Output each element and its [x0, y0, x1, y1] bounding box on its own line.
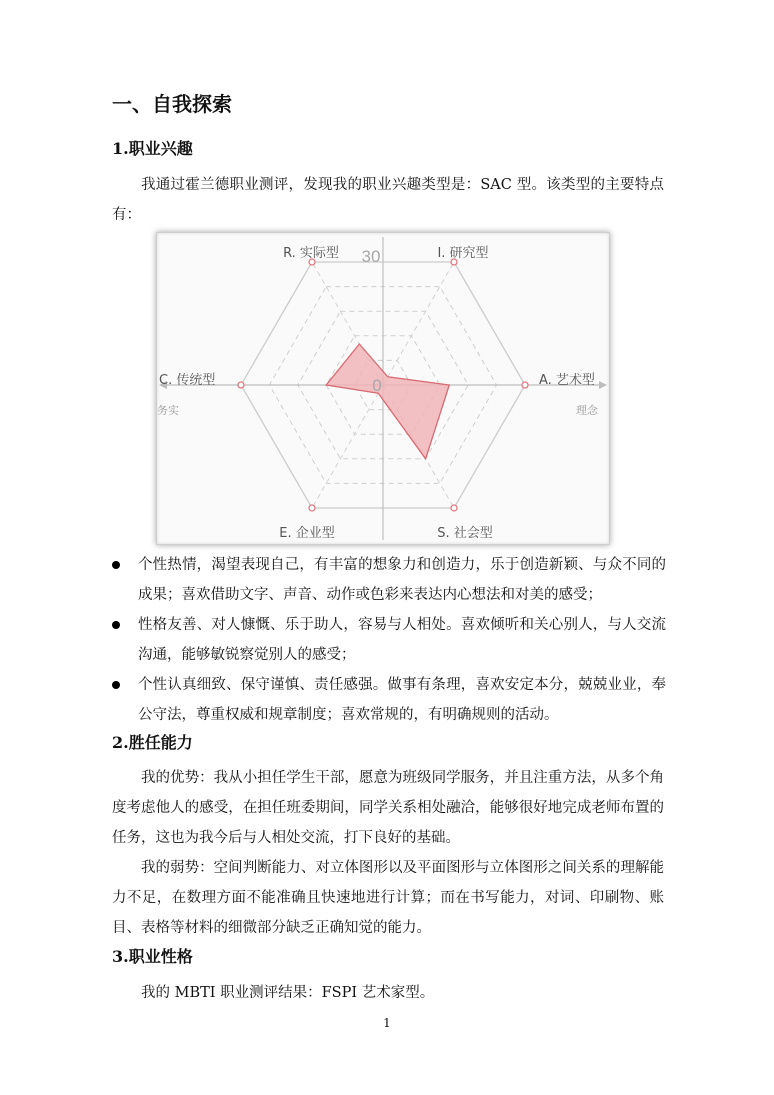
page-number: 1	[383, 1016, 391, 1030]
radar-vertex-marker	[451, 505, 457, 511]
interest-intro: 我通过霍兰德职业测评，发现我的职业兴趣类型是：SAC 型。该类型的主要特点有：	[112, 177, 664, 223]
section-title: 一、自我探索	[112, 92, 232, 116]
list-item: 性格友善、对人慷慨、乐于助人，容易与人相处。喜欢倾听和关心别人，与人交流沟通，能够敏锐察觉别人的感受；	[112, 610, 666, 670]
bullet-icon	[112, 681, 120, 689]
competence-heading: 2.胜任能力	[112, 733, 193, 752]
personality-heading: 3.职业性格	[112, 947, 193, 966]
radar-right-side-label: 理念	[576, 404, 598, 417]
radar-vertex-marker	[238, 382, 244, 388]
radar-svg	[157, 233, 609, 544]
bullet-icon	[112, 561, 120, 569]
holland-radar-chart	[156, 232, 610, 545]
radar-vertex-marker	[309, 505, 315, 511]
radar-axis-label: R. 实际型	[283, 246, 339, 261]
radar-axis-label: I. 研究型	[437, 246, 489, 261]
radar-left-side-label: 务实	[157, 404, 179, 417]
competence-strength: 我的优势：我从小担任学生干部，愿意为班级同学服务，并且注重方法，从多个角度考虑他人的感受，在担任班委期间，同学关系相处融洽，能够很好地完成老师布置的任务，这也为我今后与人相处交流，打下良好的基础。	[112, 770, 664, 846]
radar-max-label: 30	[361, 247, 381, 266]
radar-axis-label: C. 传统型	[159, 373, 216, 388]
list-item: 个性热情，渴望表现自己，有丰富的想象力和创造力，乐于创造新颖、与众不同的成果；喜欢借助文字、声音、动作或色彩来表达内心想法和对美的感受；	[112, 550, 666, 610]
radar-center-label: 0	[372, 376, 382, 395]
interest-traits-list	[112, 550, 666, 730]
arrow-right-icon	[599, 381, 607, 389]
radar-vertex-marker	[522, 382, 528, 388]
radar-data-area	[326, 344, 449, 459]
radar-spoke	[383, 262, 454, 385]
radar-axis-label: S. 社会型	[437, 526, 493, 541]
radar-axis-label: E. 企业型	[279, 526, 335, 541]
bullet-icon	[112, 621, 120, 629]
personality-text: 我的 MBTI 职业测评结果：FSPI 艺术家型。	[141, 985, 435, 1001]
competence-weakness: 我的弱势：空间判断能力、对立体图形以及平面图形与立体图形之间关系的理解能力不足，在数理方面不能准确且快速地进行计算；而在书写能力，对词、印刷物、账目、表格等材料的细微部分缺乏正确知觉的能力。	[112, 860, 664, 936]
radar-spoke	[312, 385, 383, 508]
radar-axis-label: A. 艺术型	[539, 373, 595, 388]
interest-heading: 1.职业兴趣	[112, 139, 193, 158]
list-item: 个性认真细致、保守谨慎、责任感强。做事有条理，喜欢安定本分，兢兢业业，奉公守法，尊重权威和规章制度；喜欢常规的，有明确规则的活动。	[112, 670, 666, 730]
